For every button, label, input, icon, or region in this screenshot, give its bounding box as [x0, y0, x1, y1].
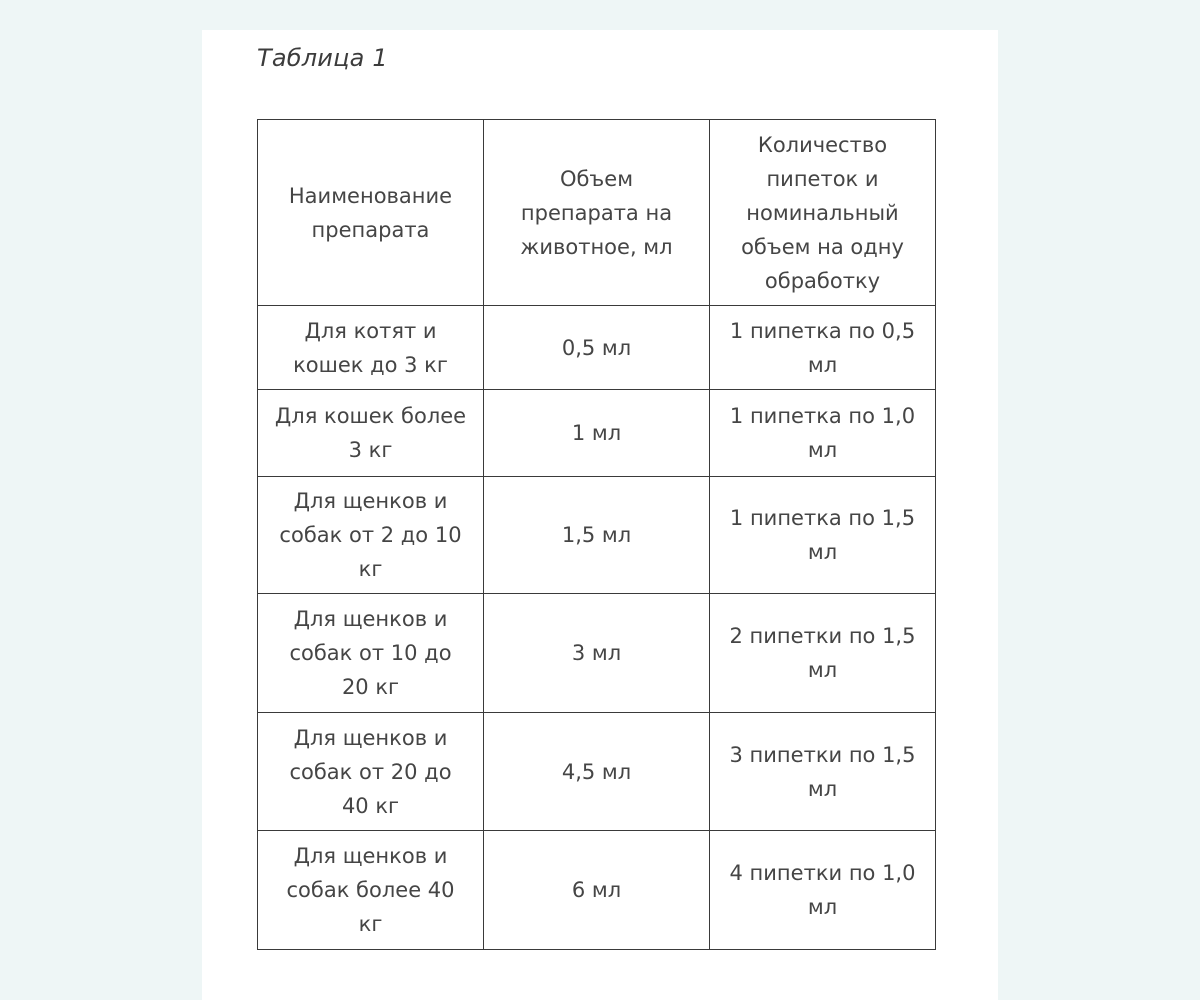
dosage-table — [257, 119, 936, 950]
cell-pipettes: 1 пипетка по 0,5 мл — [710, 306, 936, 390]
cell-volume: 1 мл — [484, 390, 710, 477]
header-cell-pipettes: Количество пипеток и номинальный объем на одну обработку — [710, 120, 936, 306]
cell-volume: 4,5 мл — [484, 713, 710, 831]
table-row — [258, 306, 936, 390]
cell-pipettes: 1 пипетка по 1,5 мл — [710, 477, 936, 594]
cell-name: Для кошек более 3 кг — [258, 390, 484, 477]
table-row — [258, 713, 936, 831]
cell-pipettes: 2 пипетки по 1,5 мл — [710, 594, 936, 713]
header-cell-volume: Объем препарата на животное, мл — [484, 120, 710, 306]
cell-name: Для котят и кошек до 3 кг — [258, 306, 484, 390]
cell-volume: 3 мл — [484, 594, 710, 713]
cell-pipettes: 1 пипетка по 1,0 мл — [710, 390, 936, 477]
cell-pipettes: 4 пипетки по 1,0 мл — [710, 831, 936, 950]
table-row — [258, 831, 936, 950]
cell-name: Для щенков и собак от 10 до 20 кг — [258, 594, 484, 713]
cell-volume: 0,5 мл — [484, 306, 710, 390]
cell-name: Для щенков и собак от 20 до 40 кг — [258, 713, 484, 831]
cell-volume: 6 мл — [484, 831, 710, 950]
header-cell-name: Наименование препарата — [258, 120, 484, 306]
cell-volume: 1,5 мл — [484, 477, 710, 594]
cell-pipettes: 3 пипетки по 1,5 мл — [710, 713, 936, 831]
table-row — [258, 390, 936, 477]
table-row — [258, 594, 936, 713]
cell-name: Для щенков и собак более 40 кг — [258, 831, 484, 950]
table-caption: Таблица 1 — [257, 44, 388, 72]
table-row — [258, 477, 936, 594]
cell-name: Для щенков и собак от 2 до 10 кг — [258, 477, 484, 594]
table-header-row — [258, 120, 936, 306]
